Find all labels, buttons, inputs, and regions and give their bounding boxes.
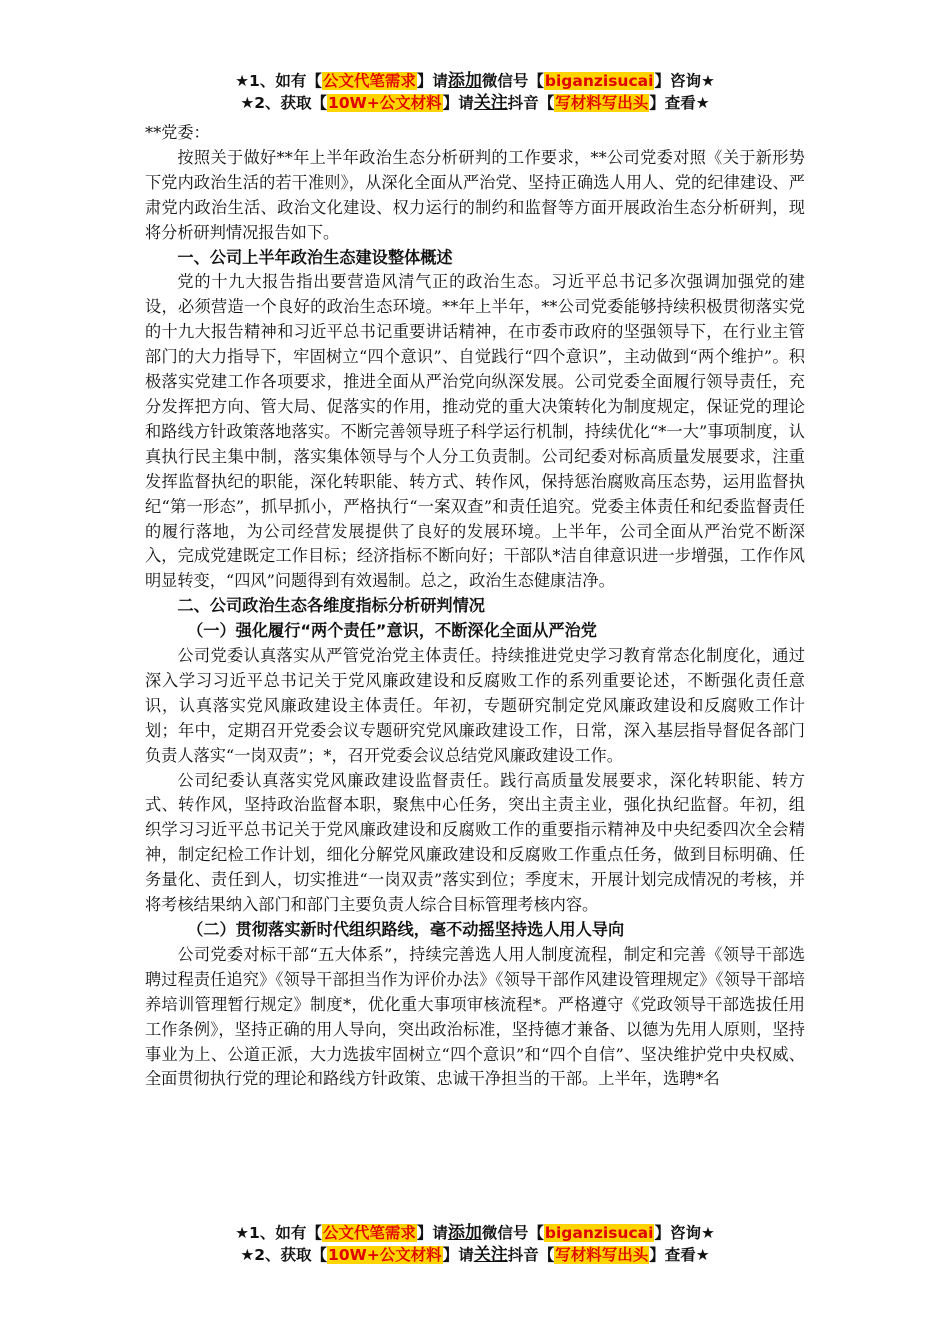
banner-emphasis: 关注 [473, 1245, 508, 1265]
paragraph-discipline-committee: 公司纪委认真落实党风廉政建设监督责任。践行高质量发展要求，深化转职能、转方式、转作风，坚持政治监督本职，聚焦中心任务，突出主责主业，强化执纪监督。年初，组织学习习近平总书记关于党风廉政建设和反腐败工作的重要指示精神及中央纪委四次全会精神，制定纪检工作计划，细化分解党风廉政建设和反腐败工作重点任务，做到目标明确、任务量化、责任到人，切实推进“一岗双责”落实到位；季度末，开展计划完成情况的考核，并将考核结果纳入部门和部门主要负责人综合目标管理考核内容。 [145, 770, 805, 915]
top-banner [0, 70, 950, 114]
intro-paragraph: 按照关于做好**年上半年政治生态分析研判的工作要求，**公司党委对照《关于新形势下党内政治生活的若干准则》，从深化全面从严治党、坚持正确选人用人、党的纪律建设、严肃党内政治生活、政治文化建设、权力运行的制约和监督等方面开展政治生态分析研判，现将分析研判情况报告如下。 [145, 147, 805, 242]
banner-text: ★2、获取【 [240, 94, 328, 112]
banner-line-2 [0, 1244, 950, 1266]
banner-line-1 [0, 70, 950, 92]
paragraph-party-committee: 公司党委认真落实从严管党治党主体责任。持续推进党史学习教育常态化制度化，通过深入学习习近平总书记关于党风廉政建设和反腐败工作的系列重要论述，不断强化责任意识，认真落实党风廉政建设主体责任。年初，专题研究制定党风廉政建设和反腐败工作计划；年中，定期召开党委会议专题研究党风廉政建设工作，日常，深入基层指导督促各部门负责人落实“一岗双责”；*，召开党委会议总结党风廉政建设工作。 [145, 646, 805, 765]
banner-line-1 [0, 1222, 950, 1244]
highlight-wechat-id: biganzisucai [544, 1224, 654, 1242]
subsection-heading-2: （二）贯彻落实新时代组织路线，毫不动摇坚持选人用人导向 [187, 920, 625, 939]
section-heading-1: 一、公司上半年政治生态建设整体概述 [177, 247, 453, 267]
salutation: **党委： [145, 123, 210, 142]
highlight-douyin: 写材料写出头 [555, 94, 649, 112]
section-heading-2: 二、公司政治生态各维度指标分析研判情况 [177, 596, 485, 616]
bottom-banner [0, 1222, 950, 1266]
banner-emphasis: 添加 [447, 71, 482, 91]
banner-text: 】查看★ [649, 94, 710, 112]
banner-text: 】请 [442, 94, 474, 112]
banner-text: 】查看★ [649, 1246, 710, 1264]
paragraph-overview: 党的十九大报告指出要营造风清气正的政治生态。习近平总书记多次强调加强党的建设，必须营造一个良好的政治生态环境。**年上半年，**公司党委能够持续积极贯彻落实党的十九大报告精神和习近平总书记重要讲话精神，在市委市政府的坚强领导下，在行业主管部门的大力指导下，牢固树立“四个意识”、自觉践行“四个意识”，主动做到“两个维护”。积极落实党建工作各项要求，推进全面从严治党向纵深发展。公司党委全面履行领导责任，充分发挥把方向、管大局、促落实的作用，推动党的重大决策转化为制度规定，保证党的理论和路线方针政策落地落实。不断完善领导班子科学运行机制，持续优化“*一大”事项制度，认真执行民主集中制，落实集体领导与个人分工负责制。公司纪委对标高质量发展要求，注重发挥监督执纪的职能，深化转职能、转方式、转作风，保持惩治腐败高压态势，运用监督执纪“第一形态”，抓早抓小，严格执行“一案双查”和责任追究。党委主体责任和纪委监督责任的履行落地，为公司经营发展提供了良好的发展环境。上半年，公司全面从严治党不断深入，完成党建既定工作目标；经济指标不断向好；干部队*洁自律意识进一步增强，工作作风明显转变，“四风”问题得到有效遏制。总之，政治生态健康洁净。 [145, 272, 805, 591]
banner-text: 微信号【 [481, 72, 544, 90]
banner-text: 抖音【 [507, 94, 555, 112]
highlight-ghostwriting: 公文代笔需求 [322, 1224, 416, 1242]
banner-text: ★2、获取【 [240, 1246, 328, 1264]
banner-line-2 [0, 92, 950, 114]
banner-text: ★1、如有【 [235, 1224, 322, 1242]
highlight-materials: 10W+公文材料 [328, 1246, 442, 1264]
highlight-materials: 10W+公文材料 [328, 94, 442, 112]
highlight-wechat-id: biganzisucai [544, 72, 654, 90]
subsection-heading-1: （一）强化履行“两个责任”意识，不断深化全面从严治党 [187, 621, 597, 641]
banner-emphasis: 添加 [447, 1223, 482, 1243]
banner-text: 抖音【 [507, 1246, 555, 1264]
banner-text: 】请 [416, 1224, 448, 1242]
banner-text: 】请 [416, 72, 448, 90]
banner-text: 】咨询★ [654, 1224, 715, 1242]
banner-text: 】请 [442, 1246, 474, 1264]
banner-emphasis: 关注 [473, 93, 508, 113]
highlight-ghostwriting: 公文代笔需求 [322, 72, 416, 90]
banner-text: ★1、如有【 [235, 72, 322, 90]
document-body [145, 121, 805, 1092]
paragraph-cadre-selection: 公司党委对标干部“五大体系”，持续完善选人用人制度流程，制定和完善《领导干部选聘过程责任追究》《领导干部担当作为评价办法》《领导干部作风建设管理规定》《领导干部培养培训管理暂行规定》制度*，优化重大事项审核流程*。严格遵守《党政领导干部选拔任用工作条例》，坚持正确的用人导向，突出政治标准，坚持德才兼备、以德为先用人原则，坚持事业为上、公道正派，大力选拔牢固树立“四个意识”和“四个自信”、坚决维护党中央权威、全面贯彻执行党的理论和路线方针政策、忠诚干净担当的干部。上半年，选聘*名 [145, 944, 805, 1089]
banner-text: 微信号【 [481, 1224, 544, 1242]
banner-text: 】咨询★ [654, 72, 715, 90]
highlight-douyin: 写材料写出头 [555, 1246, 649, 1264]
